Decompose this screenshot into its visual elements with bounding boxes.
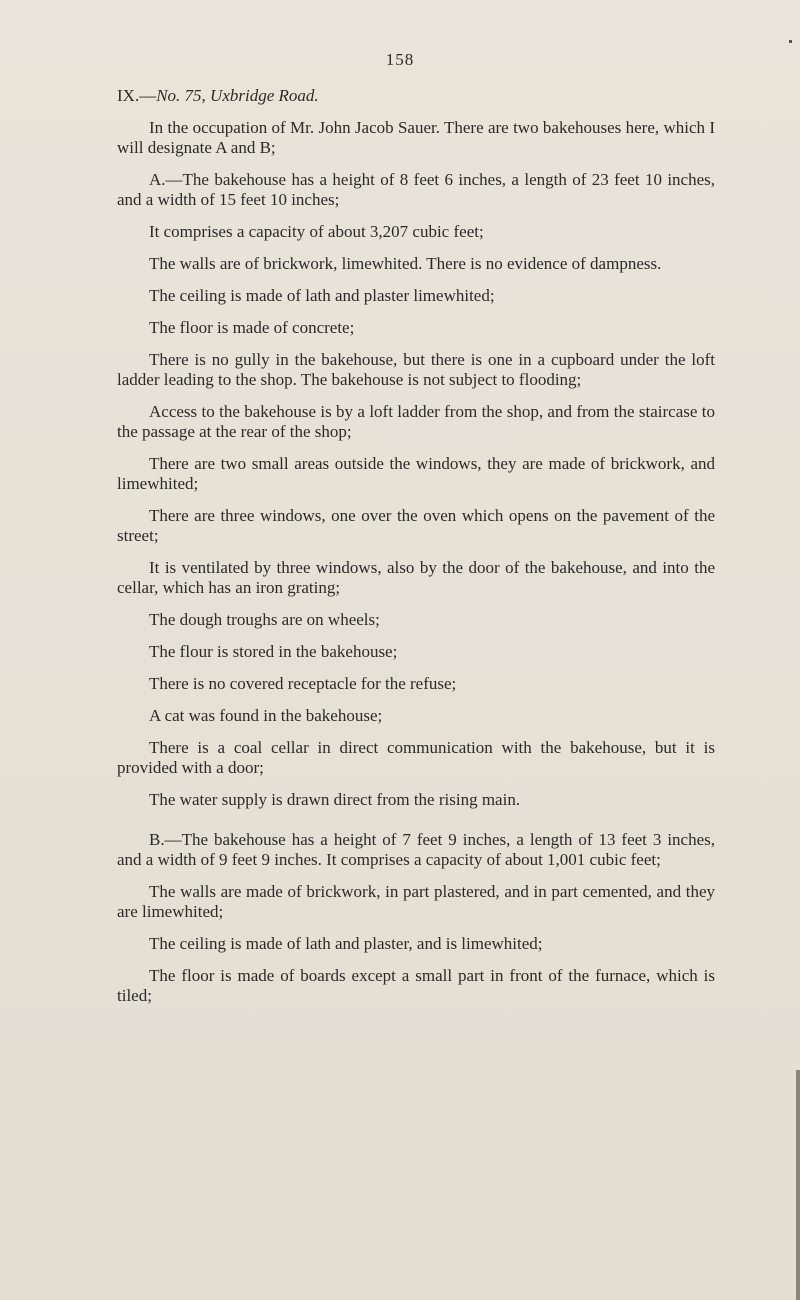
page-number: 158: [385, 50, 415, 69]
paragraph-a-ceiling: The ceiling is made of lath and plaster limewhited;: [149, 286, 495, 305]
paragraph-a-areas: There are two small areas outside the windows, they are made of brickwork, and limewhited;: [117, 454, 715, 493]
section-title: No. 75, Uxbridge Road.: [156, 86, 319, 105]
paragraph-a-coal-cellar: There is a coal cellar in direct communication with the bakehouse, but it is provided with a door;: [117, 738, 715, 777]
paragraph-b-floor: The floor is made of boards except a small part in front of the furnace, which is tiled;: [117, 966, 715, 1005]
section-heading: [117, 86, 715, 106]
paragraph-a-water: The water supply is drawn direct from the rising main.: [149, 790, 521, 809]
body-text: [117, 86, 715, 1018]
scan-speck: [789, 40, 792, 43]
paragraph-a-walls: The walls are of brickwork, limewhited. There is no evidence of dampness.: [149, 254, 662, 273]
paragraph-a-gully: There is no gully in the bakehouse, but there is one in a cupboard under the loft ladder leading to the shop. The bakehouse is not subject to flooding;: [117, 350, 715, 389]
paragraph-a-troughs: The dough troughs are on wheels;: [149, 610, 380, 629]
page-edge-shadow: [796, 1070, 800, 1300]
paragraph-a-access: Access to the bakehouse is by a loft ladder from the shop, and from the staircase to the passage at the rear of the shop;: [117, 402, 715, 441]
paragraph-occupation: In the occupation of Mr. John Jacob Sauer. There are two bakehouses here, which I will designate A and B;: [117, 118, 715, 157]
paragraph-a-dimensions: A.—The bakehouse has a height of 8 feet 6 inches, a length of 23 feet 10 inches, and a width of 15 feet 10 inches;: [117, 170, 715, 209]
paragraph-b-dimensions: B.—The bakehouse has a height of 7 feet 9 inches, a length of 13 feet 3 inches, and a width of 9 feet 9 inches. It comprises a capacity of about 1,001 cubic feet;: [117, 830, 715, 869]
paragraph-a-ventilation: It is ventilated by three windows, also by the door of the bakehouse, and into the cellar, which has an iron grating;: [117, 558, 715, 597]
section-prefix: IX.—: [117, 86, 157, 105]
paragraph-a-refuse: There is no covered receptacle for the refuse;: [149, 674, 457, 693]
paragraph-a-flour: The flour is stored in the bakehouse;: [149, 642, 398, 661]
paragraph-a-capacity: It comprises a capacity of about 3,207 cubic feet;: [149, 222, 484, 241]
paragraph-b-walls: The walls are made of brickwork, in part plastered, and in part cemented, and they are limewhited;: [117, 882, 715, 921]
paragraph-a-floor: The floor is made of concrete;: [149, 318, 355, 337]
paragraph-b-ceiling: The ceiling is made of lath and plaster, and is limewhited;: [149, 934, 543, 953]
paragraph-a-cat: A cat was found in the bakehouse;: [149, 706, 383, 725]
paragraph-a-windows: There are three windows, one over the oven which opens on the pavement of the street;: [117, 506, 715, 545]
